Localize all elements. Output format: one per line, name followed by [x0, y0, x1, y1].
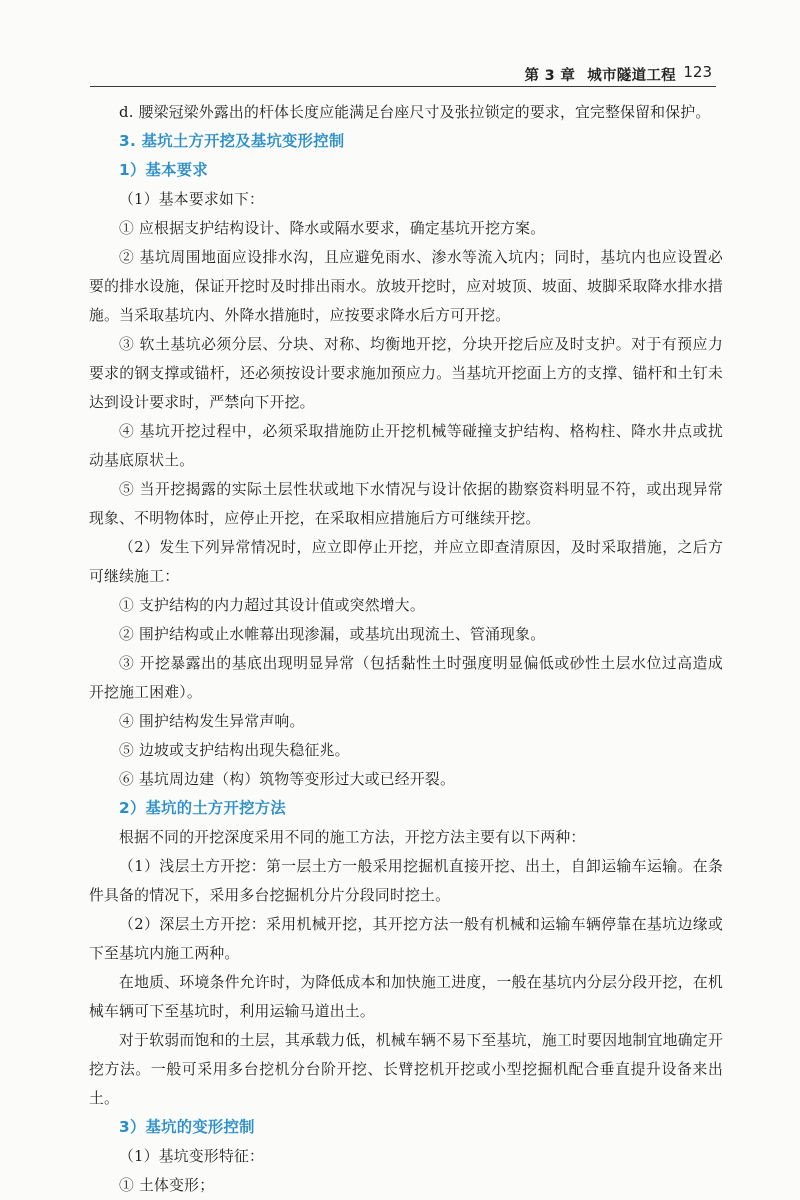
page-number: 123: [683, 63, 712, 81]
abnormal-item-2: ② 围护结构或止水帷幕出现渗漏，或基坑出现流土、管涌现象。: [119, 626, 546, 643]
subheading-deformation-control: 3）基坑的变形控制: [119, 1118, 255, 1136]
paragraph-shallow-excavation: （1）浅层土方开挖：第一层土方一般采用挖掘机直接开挖、出土，自卸运输车运输。在条件具备的情况下，采用多台挖掘机分片分段同时挖土。: [89, 858, 723, 904]
section-heading-3: 3. 基坑土方开挖及基坑变形控制: [119, 132, 345, 150]
subheading-excavation-method: 2）基坑的土方开挖方法: [119, 799, 286, 817]
requirement-item-5: ⑤ 当开挖揭露的实际土层性状或地下水情况与设计依据的勘察资料明显不符，或出现异常现象、不明物体时，应停止开挖，在采取相应措施后方可继续开挖。: [89, 481, 723, 527]
paragraph-deformation-intro: （1）基坑变形特征：: [119, 1148, 265, 1165]
requirement-item-3: ③ 软土基坑必须分层、分块、对称、均衡地开挖，分块开挖后应及时支护。对于有预应力要求的钢支撑或锚杆，还必须按设计要求施加预应力。当基坑开挖面上方的支撑、锚杆和土钉未达到设计要求时，严禁向下开挖。: [89, 336, 723, 411]
abnormal-item-1: ① 支护结构的内力超过其设计值或突然增大。: [119, 597, 425, 614]
abnormal-item-3: ③ 开挖暴露出的基底出现明显异常（包括黏性土时强度明显偏低或砂性土层水位过高造成开挖施工困难）。: [89, 655, 723, 701]
abnormal-item-6: ⑥ 基坑周边建（构）筑物等变形过大或已经开裂。: [119, 771, 455, 788]
running-head: [525, 64, 677, 85]
subheading-basic-requirements: 1）基本要求: [119, 161, 208, 179]
paragraph-geology: 在地质、环境条件允许时，为降低成本和加快施工进度，一般在基坑内分层分段开挖，在机械车辆可下至基坑时，利用运输马道出土。: [89, 974, 723, 1020]
paragraph-deep-excavation: （2）深层土方开挖：采用机械开挖，其开挖方法一般有机械和运输车辆停靠在基坑边缘或下至基坑内施工两种。: [89, 916, 723, 962]
paragraph-soft-soil: 对于软弱而饱和的土层，其承载力低，机械车辆不易下至基坑，施工时要因地制宜地确定开挖方法。一般可采用多台挖机分台阶开挖、长臂挖机开挖或小型挖掘机配合垂直提升设备来出土。: [89, 1032, 723, 1107]
paragraph-basic-intro: （1）基本要求如下：: [119, 191, 265, 208]
requirement-item-2: ② 基坑周围地面应设排水沟，且应避免雨水、渗水等流入坑内；同时，基坑内也应设置必要的排水设施，保证开挖时及时排出雨水。放坡开挖时，应对坡顶、坡面、坡脚采取降水排水措施。当采取基坑内、外降水措施时，应按要求降水后方可开挖。: [89, 249, 723, 324]
paragraph-intro: d. 腰梁冠梁外露出的杆体长度应能满足台座尺寸及张拉锁定的要求，宜完整保留和保护。: [119, 104, 711, 121]
header-rule: [90, 86, 716, 87]
paragraph-soil-deformation: ① 土体变形；: [119, 1177, 215, 1194]
page-header: [0, 60, 800, 86]
page-body: [89, 98, 723, 1200]
abnormal-item-4: ④ 围护结构发生异常声响。: [119, 713, 305, 730]
chapter-title: 城市隧道工程: [587, 68, 676, 84]
requirement-item-1: ① 应根据支护结构设计、降水或隔水要求，确定基坑开挖方案。: [119, 220, 546, 237]
abnormal-item-5: ⑤ 边坡或支护结构出现失稳征兆。: [119, 742, 350, 759]
requirement-item-4: ④ 基坑开挖过程中，必须采取措施防止开挖机械等碰撞支护结构、格构柱、降水井点或扰动基底原状土。: [89, 423, 723, 469]
chapter-number: 第 3 章: [524, 68, 576, 84]
paragraph-abnormal-intro: （2）发生下列异常情况时，应立即停止开挖，并应立即查清原因，及时采取措施，之后方可继续施工：: [89, 539, 723, 585]
paragraph-method-intro: 根据不同的开挖深度采用不同的施工方法，开挖方法主要有以下两种：: [119, 829, 586, 846]
